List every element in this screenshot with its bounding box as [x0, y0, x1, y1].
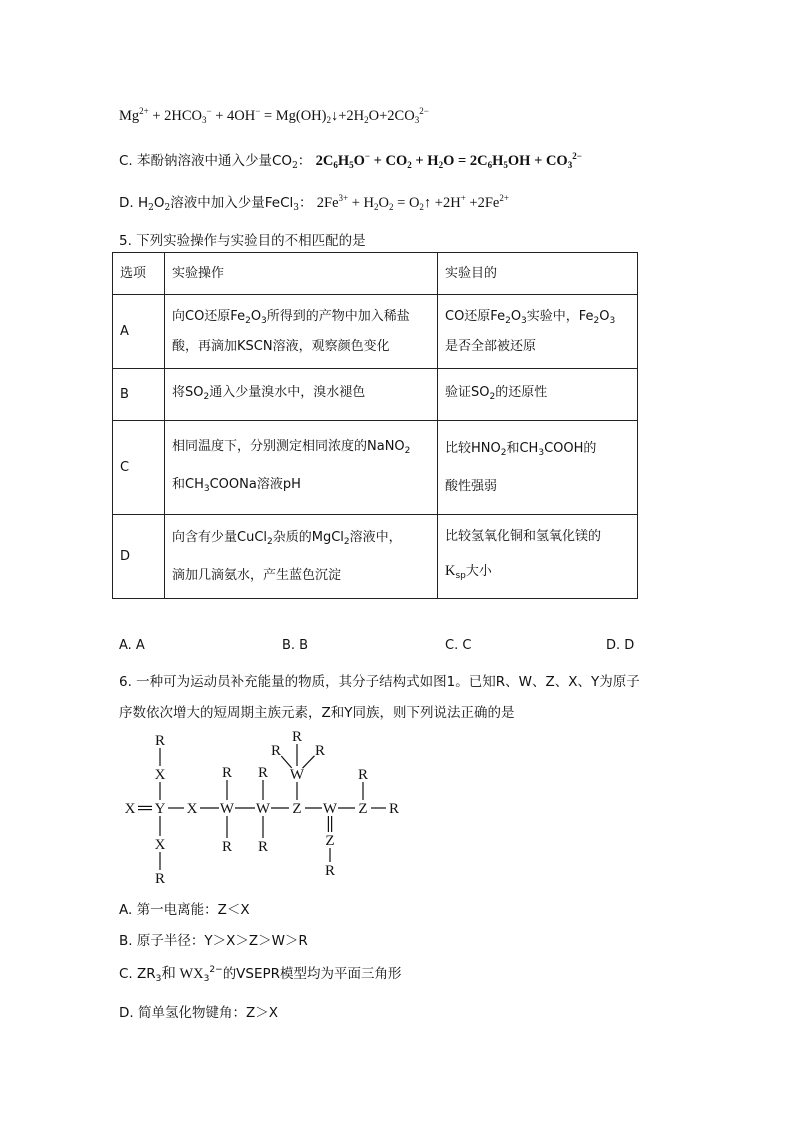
eq-sub: 2 [389, 202, 394, 212]
cell-text: 是否全部被还原 [445, 338, 537, 354]
eq-sub: 3 [202, 115, 207, 125]
eq-sub: 3 [567, 160, 573, 170]
eq-text: Mg [119, 108, 140, 124]
cell-sub: 3 [538, 447, 545, 458]
eq-sub: 2 [407, 160, 412, 170]
cell-text: O [599, 308, 610, 324]
equation-b-continuation [119, 106, 429, 125]
question-6-stem-line2: 序数依次增大的短周期主族元素，Z和Y同族，则下列说法正确的是 [119, 705, 515, 721]
atom-R1t: R [221, 765, 233, 781]
eq-text: + H [348, 195, 375, 211]
choice-c[interactable]: C. C [445, 638, 472, 653]
option-c-formula [316, 153, 582, 169]
row-option: B [113, 369, 165, 421]
cell-text: 相同温度下，分别测定相同浓度的NaNO [172, 438, 405, 454]
header-aim: 实验目的 [438, 253, 638, 295]
table-row [113, 421, 638, 515]
eq-sub: 2 [164, 203, 171, 213]
row-operation [165, 369, 438, 421]
cell-text: O [510, 308, 522, 324]
eq-text: O [353, 153, 365, 169]
table-row [113, 295, 638, 369]
atom-W1: W [219, 801, 235, 817]
cell-text: 验证SO [445, 384, 490, 400]
eq-sub: 3 [414, 115, 420, 125]
atom-Y: Y [154, 801, 166, 817]
eq-sub: 2 [438, 160, 444, 170]
option-a[interactable]: A. 第一电离能：Z＜X [119, 902, 250, 918]
row-aim [438, 421, 638, 515]
header-option: 选项 [113, 253, 165, 295]
eq-colon: ： [297, 153, 312, 169]
atom-X2: X [186, 801, 198, 817]
eq-sub: 3 [293, 203, 299, 213]
row-option: C [113, 421, 165, 515]
row-operation [165, 421, 438, 515]
eq-text: O [378, 195, 390, 211]
choice-b[interactable]: B. B [282, 638, 309, 653]
eq-text: 溶液中加入少量FeCl [170, 195, 294, 211]
eq-text: = O [393, 195, 420, 211]
atoms-group [125, 729, 399, 886]
molecular-structure-diagram [110, 728, 410, 886]
header-operation: 实验操作 [165, 253, 438, 295]
eq-sub: 2 [148, 203, 154, 213]
eq-sup: − [364, 151, 371, 161]
option-c-equation [119, 149, 582, 171]
cell-text: 将SO [172, 384, 204, 400]
eq-text: H [337, 153, 350, 169]
row-option: A [113, 295, 165, 369]
eq-colon: ： [299, 195, 313, 211]
cell-text: 比较HNO [445, 440, 501, 456]
eq-text: 2C [315, 153, 334, 169]
atom-W2: W [255, 801, 271, 817]
bond-Wup-Ru3 [303, 756, 315, 768]
cell-sub: 2 [203, 391, 210, 402]
row-operation [165, 295, 438, 369]
cell-text: 酸性强弱 [445, 478, 498, 494]
option-c-text: C. ZR [119, 966, 156, 982]
eq-sup: 2+ [499, 193, 509, 203]
atom-Ru1: R [270, 743, 282, 759]
eq-sup: 2+ [139, 106, 149, 116]
eq-sup: 2− [419, 106, 429, 116]
row-aim [438, 369, 638, 421]
cell-sub: 3 [521, 315, 527, 326]
cell-text: O [250, 308, 262, 324]
cell-sub: 2 [267, 536, 273, 547]
option-d[interactable]: D. 简单氢化物键角：Z＞X [119, 1005, 278, 1021]
atom-Rb: R [154, 871, 166, 886]
cell-text: 杂质的MgCl [272, 529, 344, 545]
cell-sub: 2 [593, 315, 600, 326]
atom-Wup: W [289, 767, 305, 783]
atom-R9: R [388, 801, 400, 817]
option-c-sub: 3 [155, 974, 162, 984]
choice-d[interactable]: D. D [606, 638, 635, 653]
eq-sub: 2 [374, 202, 379, 212]
experiment-table [112, 252, 638, 599]
eq-sup: + [460, 193, 466, 203]
eq-text: H [492, 153, 504, 169]
option-c-text: 和 WX [161, 966, 204, 982]
eq-text: = Mg(OH) [260, 108, 327, 124]
cell-text: 滴加几滴氨水，产生蓝色沉淀 [172, 567, 342, 583]
cell-text: 溶液中， [349, 529, 402, 545]
cell-text: 和CH [506, 440, 539, 456]
atom-Rd: R [324, 863, 336, 879]
eq-sup: − [255, 106, 261, 116]
eq-text: ↑ +2H [423, 195, 461, 211]
cell-text: 通入少量溴水中，溴水褪色 [209, 384, 366, 400]
cell-sub: 3 [609, 315, 616, 326]
cell-sub: 2 [505, 315, 511, 326]
cell-text: 和CH [172, 476, 204, 492]
cell-sub: 2 [404, 445, 411, 456]
eq-sub: 6 [487, 160, 493, 170]
cell-text: 大小 [465, 564, 492, 579]
cell-sub: 3 [261, 315, 267, 326]
option-c-sub: 3 [203, 974, 210, 984]
cell-text: 的还原性 [495, 384, 548, 400]
option-c-text: 的VSEPR模型均为平面三角形 [222, 966, 402, 982]
cell-text: CO还原Fe [445, 308, 506, 324]
eq-sub: 2 [292, 161, 298, 171]
eq-text: O+2CO [368, 108, 415, 124]
eq-text: O = 2C [443, 153, 488, 169]
row-aim [438, 515, 638, 599]
cell-text: 向含有少量CuCl [172, 529, 268, 545]
ksp-symbol: K [445, 563, 456, 579]
atom-Xb: X [154, 837, 166, 853]
table-row [113, 515, 638, 599]
row-operation [165, 515, 438, 599]
eq-sup: 2− [572, 151, 582, 161]
row-aim [438, 295, 638, 369]
cell-text: 实验中，Fe [526, 308, 594, 324]
atom-R8t: R [357, 767, 369, 783]
cell-text: 酸，再滴加KSCN溶液，观察颜色变化 [172, 338, 390, 354]
option-d-formula [317, 195, 509, 211]
cell-text: 所得到的产物中加入稀盐 [266, 308, 410, 324]
table-header-row [113, 253, 638, 295]
cell-sub: sp [455, 571, 466, 581]
option-c[interactable] [119, 962, 402, 984]
eq-text: OH + CO [507, 153, 568, 169]
atom-Z2: Z [358, 801, 368, 817]
option-c-label: C. 苯酚钠溶液中通入少量CO [119, 153, 293, 169]
atom-W3: W [322, 801, 338, 817]
cell-sub: 2 [489, 391, 496, 402]
eq-text: 2Fe [316, 195, 339, 211]
eq-text: + H [411, 153, 439, 169]
eq-text: + 2HCO [148, 108, 203, 124]
eq-text: + CO [370, 153, 408, 169]
cell-text: COOH的 [544, 440, 597, 456]
eq-sub: 2 [419, 202, 424, 212]
atom-Rt: R [154, 733, 166, 749]
eq-text: ↓+2H [330, 108, 365, 124]
question-5-stem: 5. 下列实验操作与实验目的不相匹配的是 [119, 233, 366, 249]
atom-R2b: R [257, 839, 269, 855]
choice-a[interactable]: A. A [119, 638, 145, 653]
atom-Zd: Z [325, 833, 335, 849]
eq-sub: 6 [333, 160, 338, 170]
cell-sub: 2 [245, 315, 251, 326]
eq-text: + 4OH [211, 108, 256, 124]
option-b[interactable]: B. 原子半径：Y＞X＞Z＞W＞R [119, 933, 308, 949]
option-d-label: D. H [119, 195, 149, 211]
option-c-sup: 2− [209, 965, 223, 975]
cell-sub: 2 [343, 536, 350, 547]
eq-sub: 5 [503, 160, 508, 170]
atom-Ru3: R [314, 743, 326, 759]
eq-text: O [153, 195, 165, 211]
atom-Ru2: R [291, 729, 303, 745]
eq-sup: − [206, 106, 212, 116]
eq-sub: 2 [326, 115, 331, 125]
question-6-stem-line1: 6. 一种可为运动员补充能量的物质，其分子结构式如图1。已知R、W、Z、X、Y为原子 [119, 674, 640, 690]
cell-sub: 2 [500, 447, 507, 458]
option-d-equation [119, 191, 509, 213]
cell-sub: 3 [203, 483, 210, 494]
eq-sub: 5 [349, 160, 354, 170]
atom-R2t: R [257, 765, 269, 781]
atom-X1: X [124, 801, 136, 817]
atom-Z1: Z [292, 801, 302, 817]
cell-text: COONa溶液pH [209, 476, 301, 492]
row-option: D [113, 515, 165, 599]
eq-text: +2Fe [465, 195, 500, 211]
table-row [113, 369, 638, 421]
eq-sub: 2 [364, 115, 369, 125]
atom-R1b: R [221, 839, 233, 855]
atom-Xt: X [154, 767, 166, 783]
cell-text: 向CO还原Fe [172, 308, 246, 324]
cell-text: 比较氢氧化铜和氢氧化镁的 [445, 529, 602, 544]
eq-sup: 3+ [338, 193, 349, 203]
